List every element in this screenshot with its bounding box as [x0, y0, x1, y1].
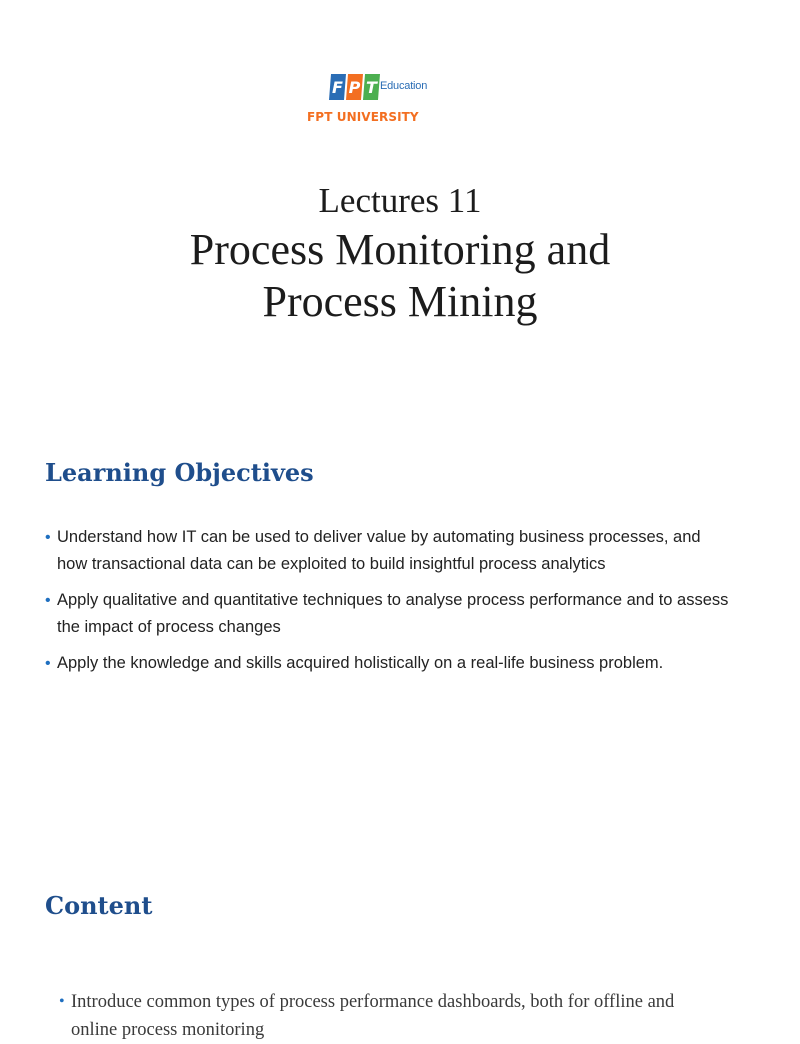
- title-line-2: Process Mining: [262, 277, 538, 326]
- bullet-icon: •: [59, 993, 65, 1010]
- learning-objectives-heading: Learning Objectives: [45, 458, 314, 487]
- fpt-logo: [306, 70, 456, 130]
- title-line-1: Process Monitoring and: [189, 225, 611, 274]
- bullet-icon: •: [45, 655, 51, 672]
- content-item: [59, 988, 719, 1044]
- fpt-logo-mark: [328, 72, 382, 102]
- logo-education-text: Education: [380, 80, 428, 92]
- logo-letter-t: T: [366, 78, 377, 97]
- logo-letter-f: F: [332, 78, 343, 97]
- objectives-list: [45, 524, 735, 686]
- logo-university-text: FPT UNIVERSITY: [307, 110, 419, 124]
- objective-item: [45, 587, 735, 641]
- content-list: [59, 988, 719, 1044]
- objective-text: Understand how IT can be used to deliver value by automating business processes, and how transactional data can be exploited to build insightful process analytics: [57, 528, 701, 573]
- objective-item: [45, 650, 735, 677]
- objective-text: Apply qualitative and quantitative techniques to analyse process performance and to assess the impact of process changes: [57, 591, 729, 636]
- logo-letter-p: P: [348, 78, 361, 97]
- objective-item: [45, 524, 735, 578]
- bullet-icon: •: [45, 592, 51, 609]
- bullet-icon: •: [45, 529, 51, 546]
- slide-title: [0, 178, 800, 328]
- content-text: Introduce common types of process performance dashboards, both for offline and online process monitoring: [71, 992, 675, 1040]
- objective-text: Apply the knowledge and skills acquired holistically on a real-life business problem.: [57, 654, 664, 672]
- lecture-number: Lectures 11: [318, 181, 482, 220]
- content-heading: Content: [45, 891, 153, 920]
